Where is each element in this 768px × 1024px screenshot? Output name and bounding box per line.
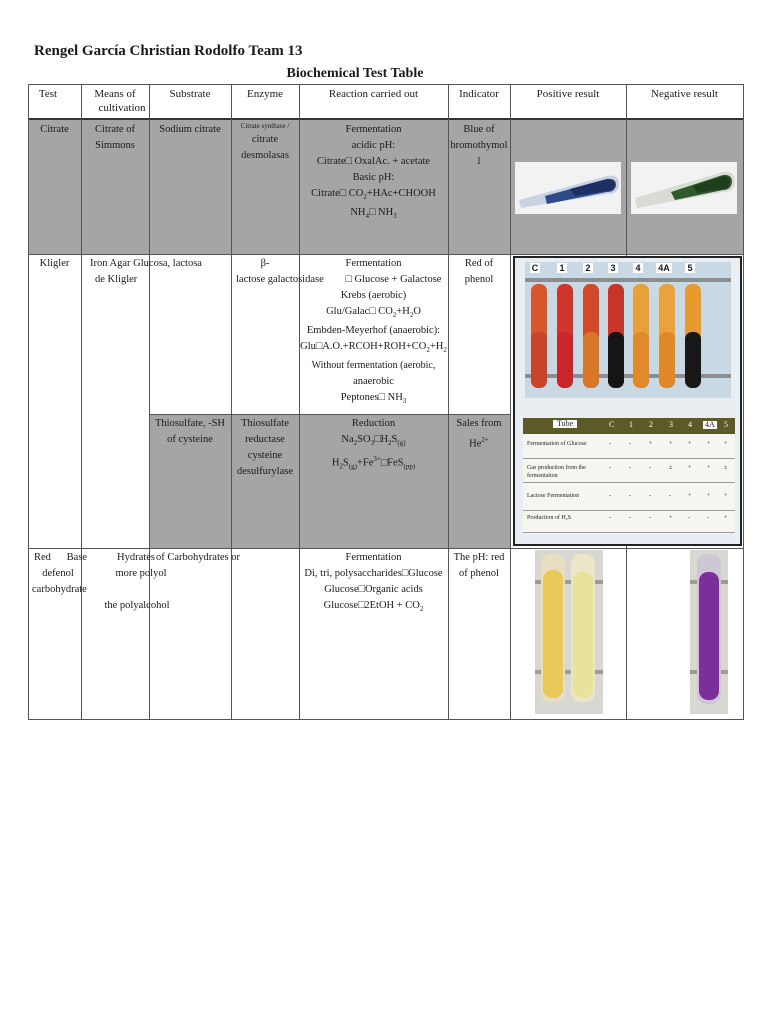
- tr-2b: SO: [357, 434, 371, 445]
- tr-1: Reduction: [351, 418, 396, 429]
- ki-2: phenol: [464, 274, 494, 285]
- ci-2: bromothymol: [450, 140, 508, 151]
- ts-1: Thiosulfate, -SH: [155, 418, 225, 429]
- citrate-test: Citrate: [40, 124, 69, 135]
- kr-6c: +H: [429, 341, 444, 353]
- kligler-tube-labels: [525, 262, 731, 276]
- kr-7: Without fermentation (aerobic,: [311, 360, 436, 372]
- kligler-table-row-label: Production of H₂S: [527, 515, 572, 521]
- header-test: Test: [38, 88, 58, 100]
- kligler-table-cell: -: [629, 465, 631, 471]
- header-indicator: Indicator: [459, 88, 499, 100]
- kr-4a: Glu/Galac: [326, 306, 370, 317]
- kligler-table-cell: -: [669, 493, 671, 499]
- kligler-reaction: [299, 256, 448, 409]
- kligler-table-cell: -: [649, 465, 651, 471]
- km-1: Iron Agar Glucosa, lactosa: [90, 258, 202, 269]
- redbase-test: [28, 550, 88, 598]
- kr-6: $Glu□A.O.+RCOH+ROH+CO_2+H_2$: [300, 341, 447, 355]
- kr-3: Krebs (aerobic): [340, 290, 407, 301]
- kligler-table-cell: +: [649, 441, 653, 447]
- kligler-means: [81, 256, 231, 288]
- te-2: reductase: [245, 434, 285, 445]
- rr-2: Di, tri, polysaccharides□Glucose: [304, 568, 443, 579]
- citrate-negative-image: [631, 162, 737, 214]
- km-2: de Kligler: [95, 274, 138, 285]
- citrate-reaction-4: Basic pH:: [352, 172, 395, 183]
- thio-enzyme: [231, 416, 299, 480]
- rm-1: Hydrates: [117, 552, 155, 563]
- kligler-table-head: [523, 418, 735, 434]
- tube-label-2: 2: [583, 263, 593, 273]
- rr-3b: Organic acids: [364, 584, 423, 595]
- rt-3: carbohydrate: [32, 584, 87, 595]
- redbase-reaction: [299, 550, 448, 617]
- kligler-table-cell: +: [724, 441, 728, 447]
- citrate-reaction-2: acidic pH:: [351, 140, 396, 151]
- kligler-table-cell: -: [629, 441, 631, 447]
- rm-3: the polyalcohol: [104, 600, 170, 611]
- citrate-indicator: [448, 122, 510, 170]
- rr-4a: Glucose: [323, 600, 359, 611]
- tr-3b: S: [342, 457, 349, 469]
- ke-1: β-: [260, 258, 270, 269]
- kr-9a: Peptones: [340, 392, 379, 404]
- r3b: OxalAc. + acetate: [351, 156, 431, 167]
- tr-3c: +Fe: [356, 457, 374, 469]
- kligler-table-cell: -: [649, 515, 651, 521]
- thio-substrate: [149, 416, 231, 448]
- kligler-table-cell: +: [669, 515, 673, 521]
- kligler-table-cell: ±: [724, 465, 728, 471]
- thio-indicator: [448, 416, 510, 453]
- kligler-enzyme: [231, 256, 299, 272]
- header-enzyme: Enzyme: [246, 88, 284, 100]
- kligler-table-cell: -: [629, 493, 631, 499]
- tube-label-4a: 4A: [656, 263, 672, 273]
- tube-label-c: C: [531, 263, 539, 273]
- kligler-table-cell: +: [724, 493, 728, 499]
- header-negative: Negative result: [651, 88, 718, 100]
- tube-label-3: 3: [608, 263, 618, 273]
- tube-label-5: 5: [685, 263, 695, 273]
- citrate-reaction: [299, 122, 448, 224]
- tr-2: $Na_2SO_3□H_2S_{(g)}$: [341, 434, 406, 448]
- kligler-tubes-drawing: [525, 262, 731, 398]
- te-4: desulfurylase: [237, 466, 293, 477]
- citrate-reaction-6: $NH_4□$ $NH_3$: [350, 207, 397, 221]
- r6b: NH: [375, 207, 394, 219]
- kligler-tube-bottom-6: [685, 332, 701, 388]
- rr-1: Fermentation: [345, 552, 402, 563]
- ti-1: Sales from: [456, 418, 502, 429]
- th-5: 5: [724, 420, 728, 429]
- kr-9: Peptones□ $NH_3$: [340, 392, 407, 406]
- rr-3: Glucose□Organic acids: [324, 584, 423, 595]
- kligler-test: Kligler: [39, 258, 70, 269]
- kligler-table-rule: [523, 510, 735, 511]
- th-4a: 4A: [705, 420, 715, 429]
- citrate-enzyme: [231, 120, 299, 164]
- redbase-negative-image: [690, 550, 728, 714]
- th-2: 2: [649, 420, 653, 429]
- ci-1: Blue of: [463, 124, 495, 135]
- kligler-photo-table: [523, 418, 735, 534]
- redbase-substrate: of Carbohydrates or: [156, 552, 240, 563]
- kr-4d: O: [413, 306, 421, 317]
- kr-2t: Glucose + Galactose: [351, 274, 442, 285]
- kr-6b: A.O.+RCOH+ROH+CO: [322, 341, 427, 353]
- citrate-enzyme-2: desmolasas: [241, 150, 289, 161]
- kligler-table-cell: +: [707, 441, 711, 447]
- kr-2: □ Glucose + Galactose: [345, 274, 442, 285]
- th-1: 1: [629, 420, 633, 429]
- r3a: Citrate: [316, 156, 346, 167]
- header-substrate: Substrate: [169, 88, 211, 100]
- citrate-enzyme-1: citrate: [251, 134, 279, 145]
- kligler-table-cell: +: [707, 465, 711, 471]
- kligler-tube-bottom-1: [557, 332, 573, 388]
- rt-2: defenol: [42, 568, 74, 579]
- kligler-table-cell: -: [609, 515, 611, 521]
- kr-5: Embden-Meyerhof (anaerobic):: [306, 325, 441, 337]
- tr-2c: H: [380, 434, 389, 445]
- kligler-table-cell: ±: [669, 465, 673, 471]
- kligler-table-row-label: Lactose Fermentation: [527, 493, 580, 499]
- kligler-indicator: [448, 256, 510, 288]
- kligler-table-cell: -: [609, 441, 611, 447]
- citrate-means-2: Simmons: [95, 140, 135, 151]
- page-title: Biochemical Test Table: [286, 66, 424, 81]
- rr-4b: 2EtOH + CO: [364, 600, 420, 611]
- kligler-table-cell: -: [629, 515, 631, 521]
- kligler-table-cell: -: [609, 465, 611, 471]
- kr-4c: +H: [396, 306, 410, 317]
- rt-1: Red Base: [34, 552, 88, 563]
- header-reaction: Reaction carried out: [328, 88, 419, 100]
- kligler-table-cell: +: [669, 441, 673, 447]
- kligler-result-image: [513, 256, 742, 546]
- kr-1: Fermentation: [345, 258, 402, 269]
- th-c: C: [609, 420, 615, 429]
- kr-9b: NH: [384, 392, 403, 404]
- header-positive: Positive result: [536, 88, 600, 100]
- kr-4b: CO: [375, 306, 393, 317]
- kligler-tube-bottom-5: [659, 332, 675, 388]
- th-4: 4: [688, 420, 692, 429]
- citrate-reaction-1: Fermentation: [345, 124, 402, 135]
- biochemical-table: [28, 84, 744, 720]
- tube-head-label: Tube: [553, 420, 577, 428]
- rr-2a: Di, tri, polysaccharides: [304, 568, 402, 579]
- th-3: 3: [669, 420, 673, 429]
- citrate-substrate: Sodium citrate: [159, 124, 221, 135]
- kligler-table-cell: +: [688, 441, 692, 447]
- header-means-line2: cultivation: [98, 102, 146, 114]
- tube-label-1: 1: [557, 263, 567, 273]
- ki-1: Red of: [464, 258, 494, 269]
- tr-2a: Na: [341, 434, 354, 445]
- kligler-table-cell: -: [609, 493, 611, 499]
- kligler-tube-bottom-2: [583, 332, 599, 388]
- citrate-reaction-5: Citrate□ $CO_2+HAc+CHOOH$: [311, 188, 436, 202]
- kligler-table-rule: [523, 458, 735, 459]
- ti-2: $He^{2+}$: [469, 436, 489, 450]
- r5a: Citrate: [311, 188, 340, 199]
- ri-1: The pH: red: [453, 552, 505, 563]
- citrate-enzyme-small: Citrate synthase /: [240, 122, 290, 130]
- kligler-table-rule: [523, 532, 735, 533]
- kligler-table-rule: [523, 482, 735, 483]
- kr-8: anaerobic: [353, 376, 394, 388]
- tr-3: $H_2S_{(g)}+Fe^{3+}□FeS_{(pp)}$: [331, 455, 416, 471]
- kligler-table-cell: +: [688, 465, 692, 471]
- ti-2a: He: [469, 438, 482, 450]
- redbase-indicator: [448, 550, 510, 582]
- tr-3d: FeS: [387, 457, 404, 469]
- redbase-positive-image: [535, 550, 603, 714]
- rr-2b: Glucose: [408, 568, 443, 579]
- kligler-table-cell: +: [707, 493, 711, 499]
- kligler-tube-bottom-4: [633, 332, 649, 388]
- ri-2: of phenol: [459, 568, 499, 579]
- rm-2: more polyol: [115, 568, 167, 579]
- r5c: +HAc+CHOOH: [366, 188, 436, 199]
- tr-2d: S: [391, 434, 398, 445]
- kligler-table-cell: +: [724, 515, 728, 521]
- ci-3: l: [477, 156, 481, 167]
- r5b: CO: [346, 188, 364, 199]
- tr-3a: H: [331, 457, 340, 469]
- kligler-tube-bottom-0: [531, 332, 547, 388]
- kligler-table-cell: -: [688, 515, 690, 521]
- citrate-positive-image: [515, 162, 621, 214]
- rr-3a: Glucose: [324, 584, 359, 595]
- kligler-table-cell: +: [688, 493, 692, 499]
- kligler-enzyme-2: lactose galactosidase: [236, 274, 324, 285]
- author-line: Rengel García Christian Rodolfo Team 13: [34, 43, 303, 59]
- kligler-table-row-label: Fermentation of Glucose: [527, 441, 587, 447]
- kligler-table-row-label: Gas production from the fermentation: [527, 465, 586, 479]
- citrate-means: [81, 122, 149, 154]
- citrate-reaction-3: Citrate□ OxalAc. + acetate: [316, 156, 431, 167]
- kligler-table-cell: -: [707, 515, 709, 521]
- citrate-means-1: Citrate of: [95, 124, 135, 135]
- tube-label-4: 4: [633, 263, 643, 273]
- thio-reaction: [299, 416, 448, 475]
- kligler-table-cell: -: [649, 493, 651, 499]
- rr-4: Glucose□2EtOH + $CO_2$: [323, 600, 424, 614]
- te-1: Thiosulfate: [241, 418, 289, 429]
- header-means: [81, 87, 149, 115]
- kr-6a: Glu: [300, 341, 316, 353]
- te-3: cysteine: [247, 450, 283, 461]
- ts-2: of cysteine: [167, 434, 213, 445]
- kr-4: Glu/Galac□ $CO_2+H_2O$: [326, 306, 421, 320]
- kligler-tube-bottom-3: [608, 332, 624, 388]
- header-means-line1: Means of: [94, 88, 136, 100]
- r6a: NH: [350, 207, 366, 219]
